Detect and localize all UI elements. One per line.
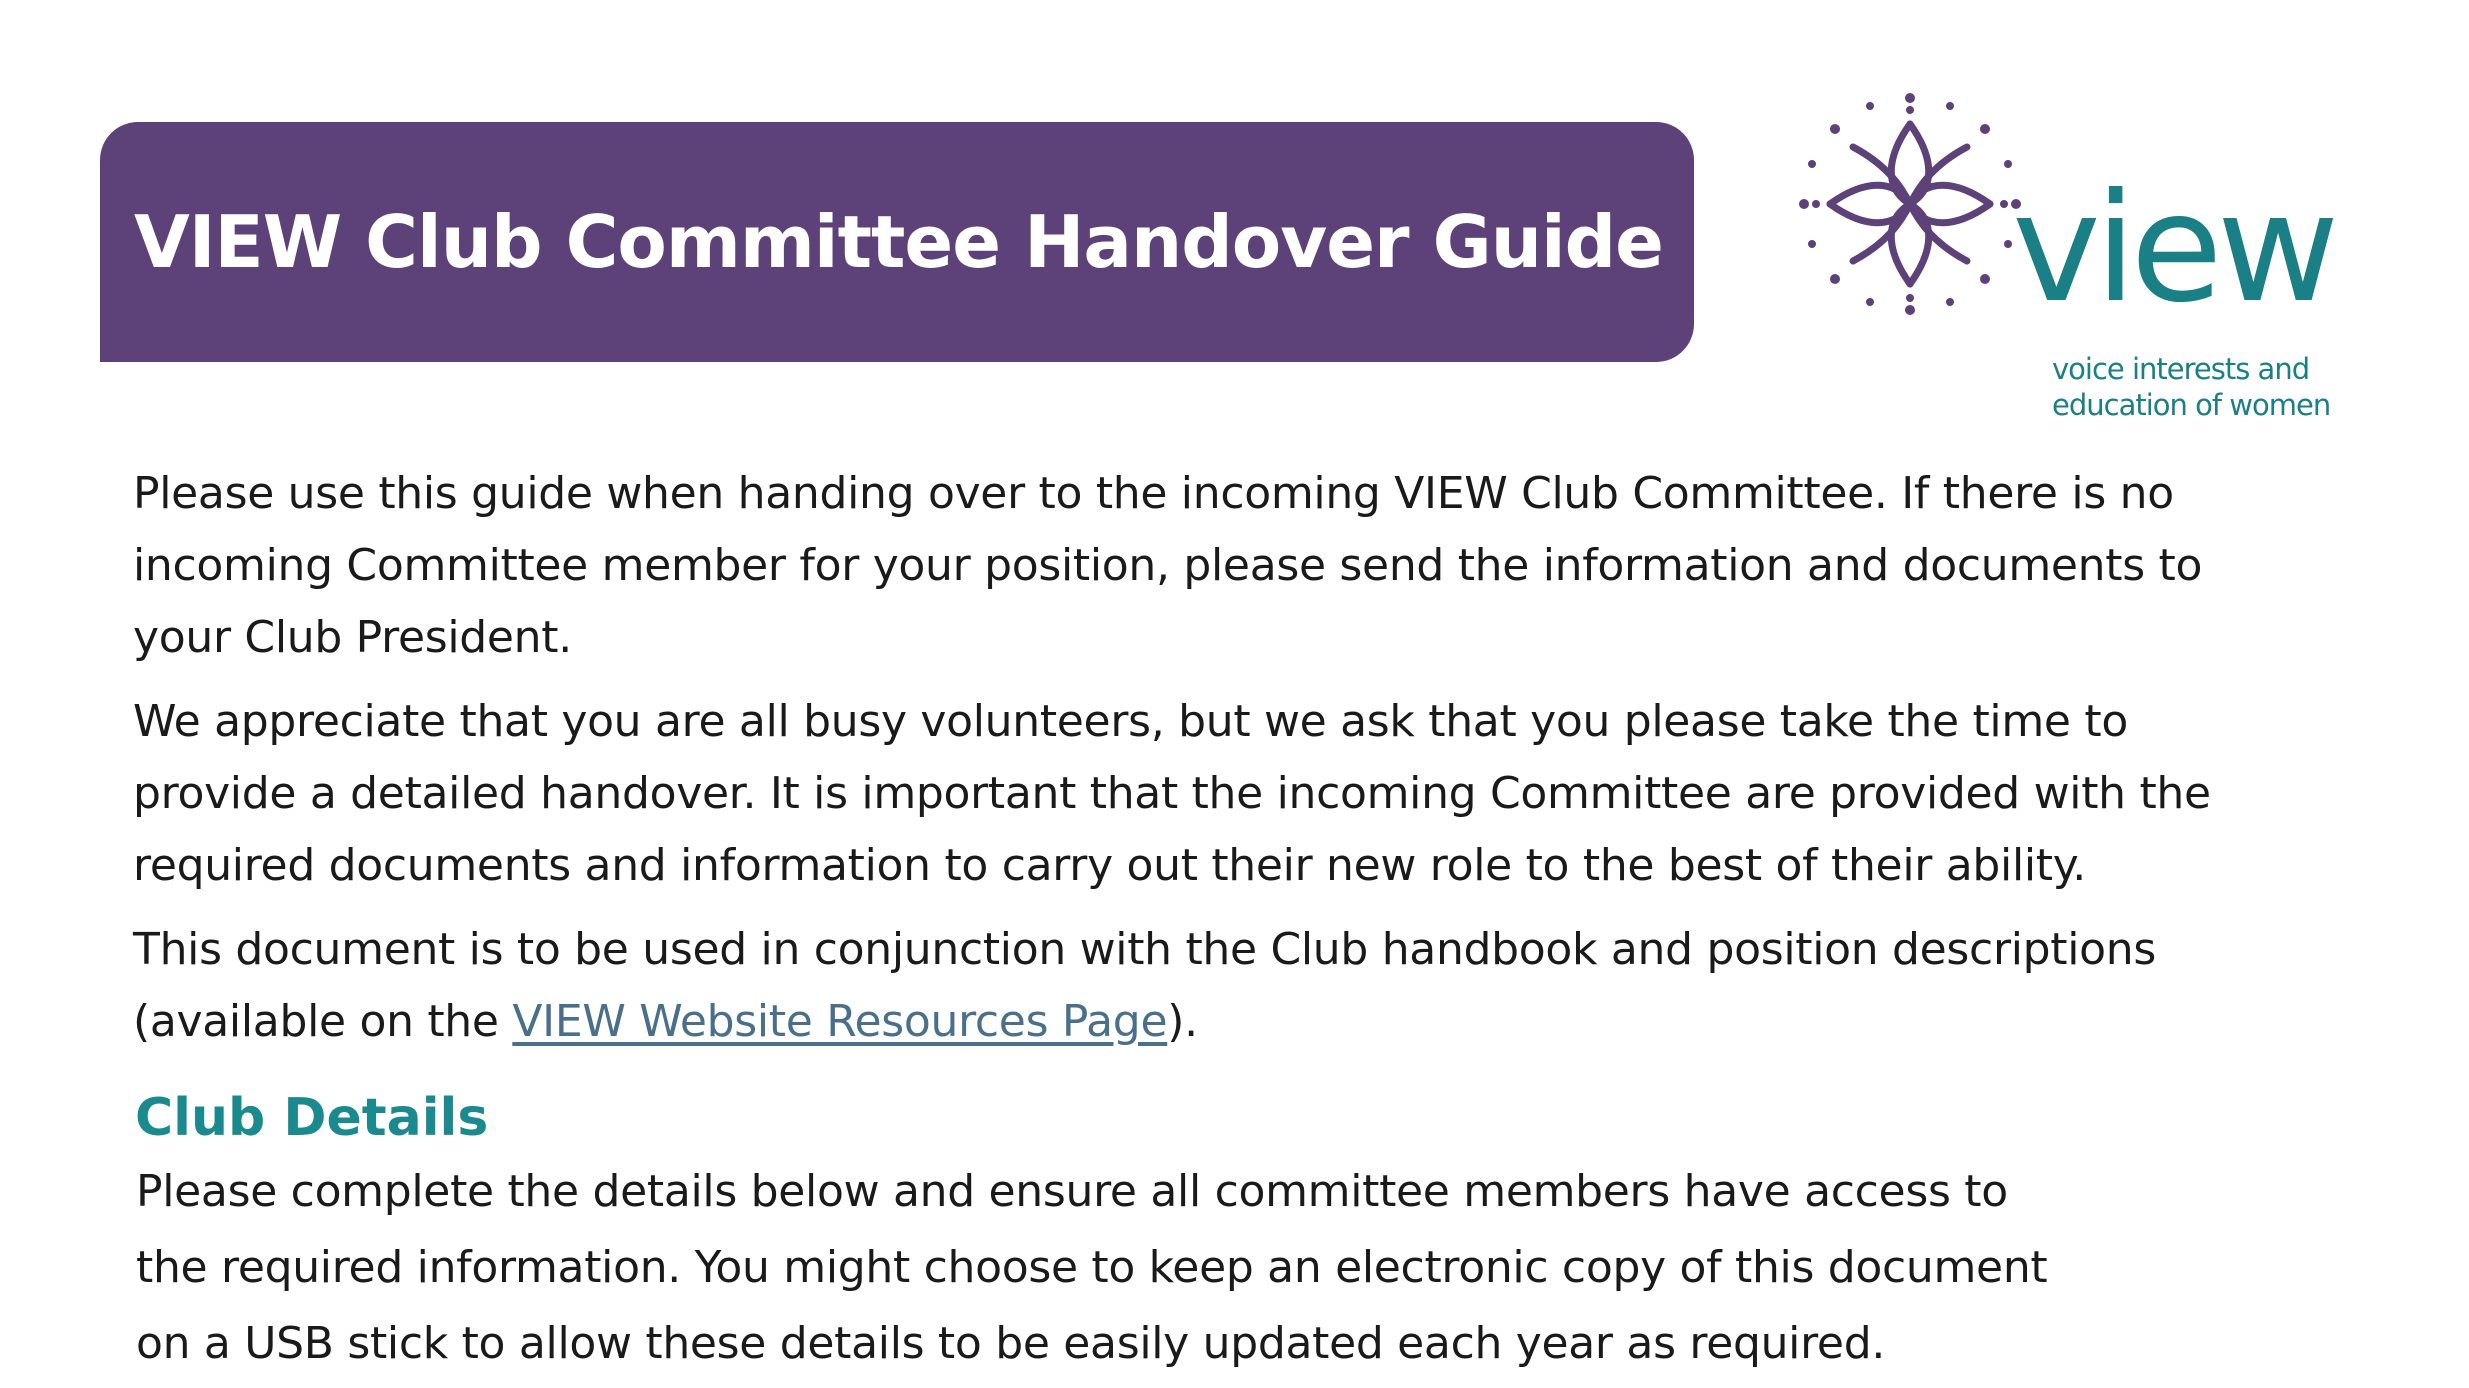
intro-paragraph-2: [133, 686, 2363, 902]
logo-tagline-line1: voice interests and: [2052, 352, 2310, 386]
text-line: This document is to be used in conjunction with the Club handbook and position descriptions: [133, 924, 2156, 975]
text-line: Please complete the details below and ensure all committee members have access to: [136, 1166, 2008, 1217]
logo-tagline-line2: education of women: [2052, 388, 2331, 422]
page-title: VIEW Club Committee Handover Guide: [134, 200, 1664, 284]
text-line: the required information. You might choose to keep an electronic copy of this document: [136, 1242, 2048, 1293]
text-line-with-link: [133, 986, 2363, 1058]
text-line: provide a detailed handover. It is important that the incoming Committee are provided with the: [133, 768, 2211, 819]
view-logo: [1790, 84, 2370, 424]
star-burst-logo-icon: [1790, 84, 2030, 324]
intro-paragraph-3: [133, 914, 2363, 1058]
intro-paragraph-1: [133, 458, 2363, 674]
document-body: [133, 458, 2363, 1382]
text-line: required documents and information to carry out their new role to the best of their ability.: [133, 840, 2086, 891]
text-line: incoming Committee member for your position, please send the information and documents to: [133, 540, 2203, 591]
text-segment: ).: [1167, 996, 1198, 1047]
text-line: your Club President.: [133, 612, 572, 663]
resources-page-link[interactable]: VIEW Website Resources Page: [512, 996, 1168, 1047]
text-line: on a USB stick to allow these details to be easily updated each year as required.: [136, 1318, 1886, 1369]
club-details-paragraph: [136, 1154, 2363, 1382]
text-line: We appreciate that you are all busy volunteers, but we ask that you please take the time to: [133, 696, 2128, 747]
section-heading-club-details: Club Details: [135, 1088, 489, 1148]
logo-wordmark: view: [2012, 162, 2334, 336]
text-line: Please use this guide when handing over to the incoming VIEW Club Committee. If there is no: [133, 468, 2174, 519]
title-banner: [100, 122, 1694, 362]
text-segment: (available on the: [133, 996, 513, 1047]
